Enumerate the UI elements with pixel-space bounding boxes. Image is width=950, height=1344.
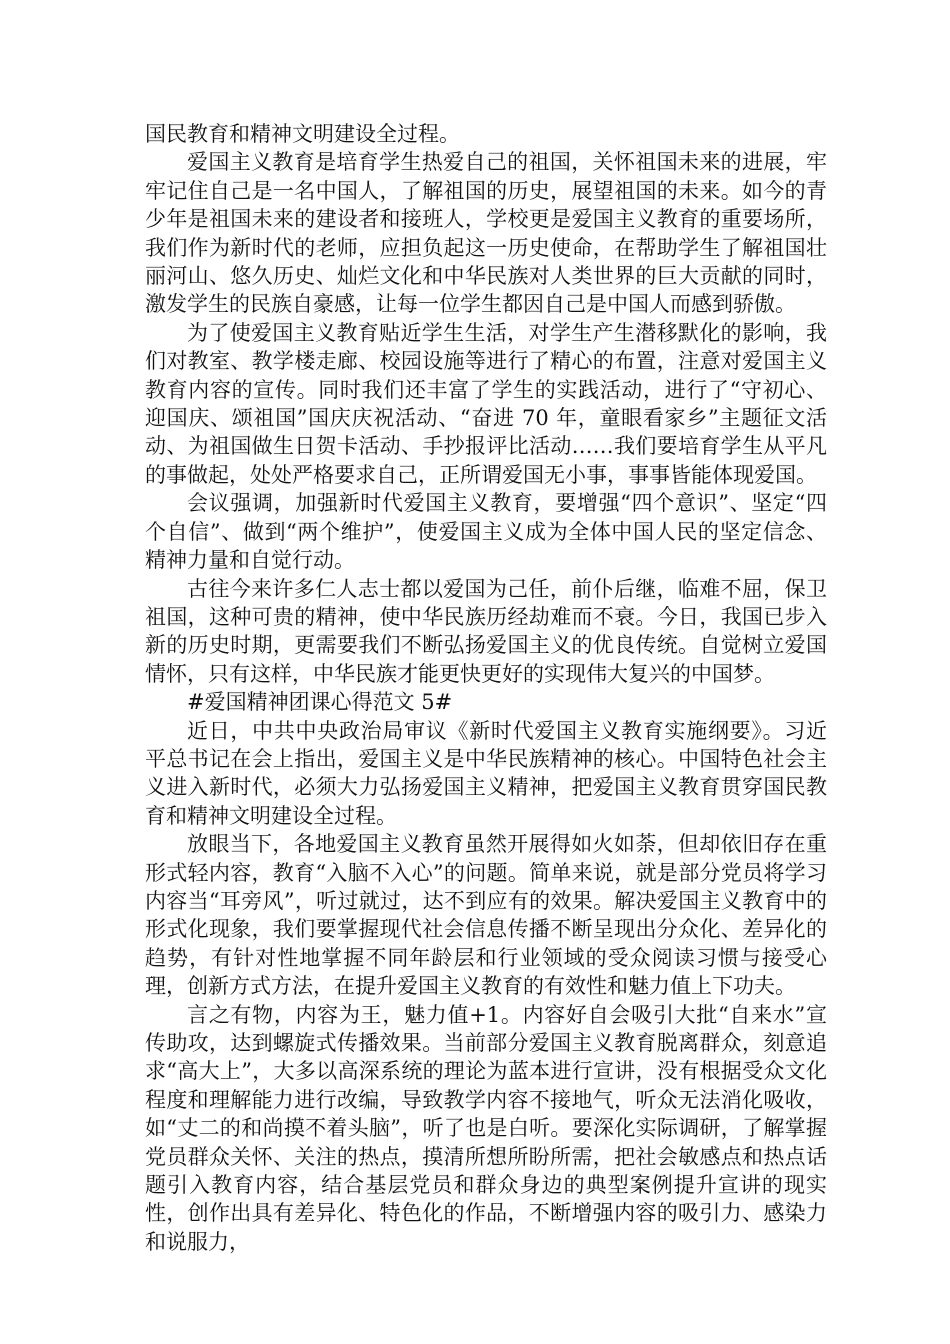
paragraph: 为了使爱国主义教育贴近学生生活，对学生产生潜移默化的影响，我们对教室、教学楼走廊、校园设施等进行了精心的布置，注意对爱国主义教育内容的宣传。同时我们还丰富了学生的实践活动，进行了“守初心、迎国庆、颂祖国”国庆庆祝活动、“奋进 70 年，童眼看家乡”主题征文活动、为祖国做生日贺卡活动、手抄报评比活动……我们要培育学生从平凡的事做起，处处严格要求自己，正所谓爱国无小事，事事皆能体现爱国。 — [145, 320, 827, 487]
paragraph: 放眼当下，各地爱国主义教育虽然开展得如火如荼，但却依旧存在重形式轻内容，教育“入脑不入心”的问题。简单来说，就是部分党员将学习内容当“耳旁风”，听过就过，达不到应有的效果。解决爱国主义教育中的形式化现象，我们要掌握现代社会信息传播不断呈现出分众化、差异化的趋势，有针对性地掌握不同年龄层和行业领域的受众阅读习惯与接受心理，创新方式方法，在提升爱国主义教育的有效性和魅力值上下功夫。 — [145, 832, 827, 999]
paragraph: 会议强调，加强新时代爱国主义教育，要增强“四个意识”、坚定“四个自信”、做到“两个维护”，使爱国主义成为全体中国人民的坚定信念、精神力量和自觉行动。 — [145, 491, 827, 573]
paragraph: 爱国主义教育是培育学生热爱自己的祖国，关怀祖国未来的进展，牢牢记住自己是一名中国人，了解祖国的历史，展望祖国的未来。如今的青少年是祖国未来的建设者和接班人，学校更是爱国主义教育的重要场所，我们作为新时代的老师，应担负起这一历史使命，在帮助学生了解祖国壮丽河山、悠久历史、灿烂文化和中华民族对人类世界的巨大贡献的同时，激发学生的民族自豪感，让每一位学生都因自己是中国人而感到骄傲。 — [145, 150, 827, 317]
paragraph: 古往今来许多仁人志士都以爱国为己任，前仆后继，临难不屈，保卫祖国，这种可贵的精神，使中华民族历经劫难而不衰。今日，我国已步入新的历史时期，更需要我们不断弘扬爱国主义的优良传统。自觉树立爱国情怀，只有这样，中华民族才能更快更好的实现伟大复兴的中国梦。 — [145, 576, 827, 686]
document-page — [145, 120, 827, 1256]
paragraph: 近日，中共中央政治局审议《新时代爱国主义教育实施纲要》。习近平总书记在会上指出，爱国主义是中华民族精神的核心。中国特色社会主义进入新时代，必须大力弘扬爱国主义精神，把爱国主义教育贯穿国民教育和精神文明建设全过程。 — [145, 718, 827, 828]
paragraph: 言之有物，内容为王，魅力值+1。内容好自会吸引大批“自来水”宣传助攻，达到螺旋式传播效果。当前部分爱国主义教育脱离群众，刻意追求“高大上”，大多以高深系统的理论为蓝本进行宣讲，没有根据受众文化程度和理解能力进行改编，导致教学内容不接地气，听众无法消化吸收，如“丈二的和尚摸不着头脑”，听了也是白听。要深化实际调研，了解掌握党员群众关怀、关注的热点，摸清所想所盼所需，把社会敏感点和热点话题引入教育内容，结合基层党员和群众身边的典型案例提升宣讲的现实性，创作出具有差异化、特色化的作品，不断增强内容的吸引力、感染力和说服力， — [145, 1002, 827, 1254]
section-heading: #爱国精神团课心得范文 5# — [187, 690, 453, 715]
paragraph-continuation: 国民教育和精神文明建设全过程。 — [145, 122, 460, 146]
